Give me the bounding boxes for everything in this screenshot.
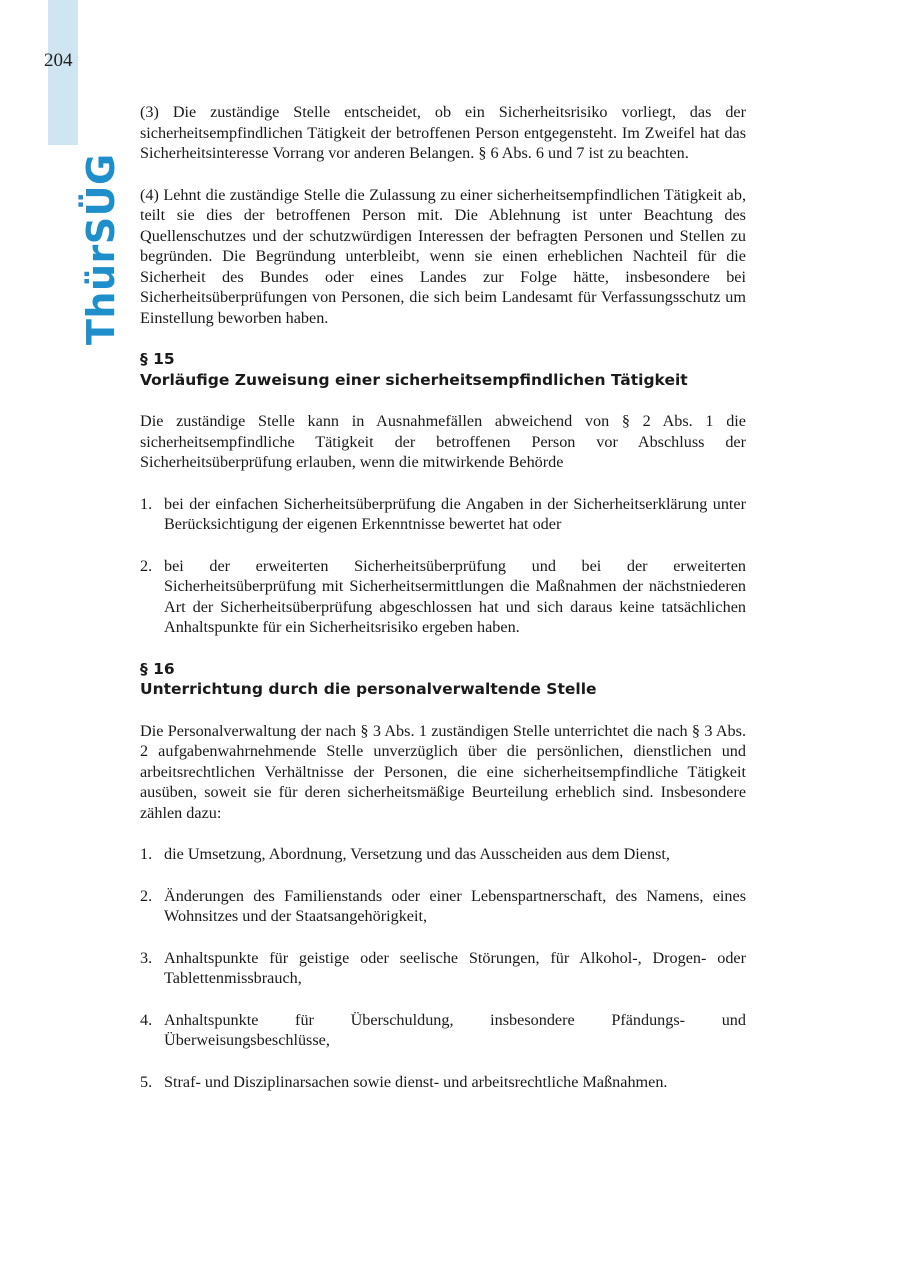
section-16-title: Unterrichtung durch die personalverwaltende Stelle (140, 680, 597, 698)
list-item-number: 4. (140, 1010, 153, 1029)
side-title: ThürSÜG (79, 153, 123, 345)
section-15-intro: Die zuständige Stelle kann in Ausnahmefällen abweichend von § 2 Abs. 1 die sicherheitsempfindliche Tätigkeit der betroffenen Person vor Abschluss der Sicherheitsüberprüfung erlauben, wenn die mitwirkende Behörde (140, 412, 746, 471)
list-item-number: 1. (140, 845, 153, 863)
list-item-text: die Umsetzung, Abordnung, Versetzung und das Ausscheiden aus dem Dienst, (164, 845, 670, 863)
list-item-number: 3. (140, 948, 153, 967)
list-item (140, 844, 746, 865)
list-item-number: 2. (140, 886, 153, 905)
list-item (140, 1010, 746, 1051)
page-content (140, 102, 746, 1092)
paragraph-abs-3: (3) Die zuständige Stelle entscheidet, ob ein Sicherheitsrisiko vorliegt, das der sicherheitsempfindlichen Tätigkeit der betroffenen Person entgegensteht. Im Zweifel hat das Sicherheitsinteresse Vorrang vor anderen Belangen. § 6 Abs. 6 und 7 ist zu beachten. (140, 103, 746, 162)
list-item-text: bei der einfachen Sicherheitsüberprüfung die Angaben in der Sicherheitserklärung unter Berücksichtigung der eigenen Erkenntnisse bewertet hat oder (164, 494, 746, 533)
section-15-title: Vorläufige Zuweisung einer sicherheitsempfindlichen Tätigkeit (140, 370, 688, 389)
list-item (140, 1072, 746, 1093)
list-item-number: 5. (140, 1072, 153, 1091)
list-item-text: bei der erweiterten Sicherheitsüberprüfung und bei der erweiterten Sicherheitsüberprüfung mit Sicherheitsermittlungen die Maßnahmen der nächstniederen Art der Sicherheitsüberprüfung abgeschlossen hat und sich daraus keine tatsächlichen Anhaltspunkte für ein Sicherheitsrisiko ergeben haben. (164, 556, 746, 636)
list-item-text: Anhaltspunkte für Überschuldung, insbesondere Pfändungs- und Überweisungsbeschlüsse, (164, 1010, 746, 1049)
sidebar-accent-strip (48, 0, 78, 145)
list-item (140, 948, 746, 989)
list-item-number: 2. (140, 556, 153, 575)
list-item (140, 886, 746, 927)
paragraph-abs-4: (4) Lehnt die zuständige Stelle die Zulassung zu einer sicherheitsempfindlichen Tätigkeit ab, teilt sie dies der betroffenen Person mit. Die Ablehnung ist unter Beachtung des Quellenschutzes und der schutzwürdigen Interessen der befragten Personen und Stellen zu begründen. Die Begründung unterbleibt, wenn sie einen erheblichen Nachteil für die Sicherheit des Bundes oder eines Landes zur Folge hätte, insbesondere bei Sicherheitsüberprüfungen von Personen, die sich beim Landesamt für Verfassungsschutz um Einstellung beworben haben. (140, 185, 746, 327)
list-item-text: Straf- und Disziplinarsachen sowie dienst- und arbeitsrechtliche Maßnahmen. (164, 1072, 668, 1091)
list-item-text: Anhaltspunkte für geistige oder seelische Störungen, für Alkohol-, Drogen- oder Tablettenmissbrauch, (164, 948, 746, 987)
page-number: 204 (44, 50, 73, 71)
list-item-text: Änderungen des Familienstands oder einer Lebenspartnerschaft, des Namens, eines Wohnsitzes und der Staatsangehörigkeit, (164, 886, 746, 925)
section-15-number: § 15 (140, 350, 175, 368)
list-item-number: 1. (140, 494, 153, 513)
section-16-intro: Die Personalverwaltung der nach § 3 Abs. 1 zuständigen Stelle unterrichtet die nach § 3 Abs. 2 aufgabenwahrnehmende Stelle unverzüglich über die persönlichen, dienstlichen und arbeitsrechtlichen Verhältnisse der Personen, die eine sicherheitsempfindliche Tätigkeit ausüben, soweit sie für deren sicherheitsmäßige Beurteilung erheblich sind. Insbesondere zählen dazu: (140, 721, 746, 822)
list-item (140, 494, 746, 535)
list-item (140, 556, 746, 638)
section-16-number: § 16 (140, 659, 175, 678)
